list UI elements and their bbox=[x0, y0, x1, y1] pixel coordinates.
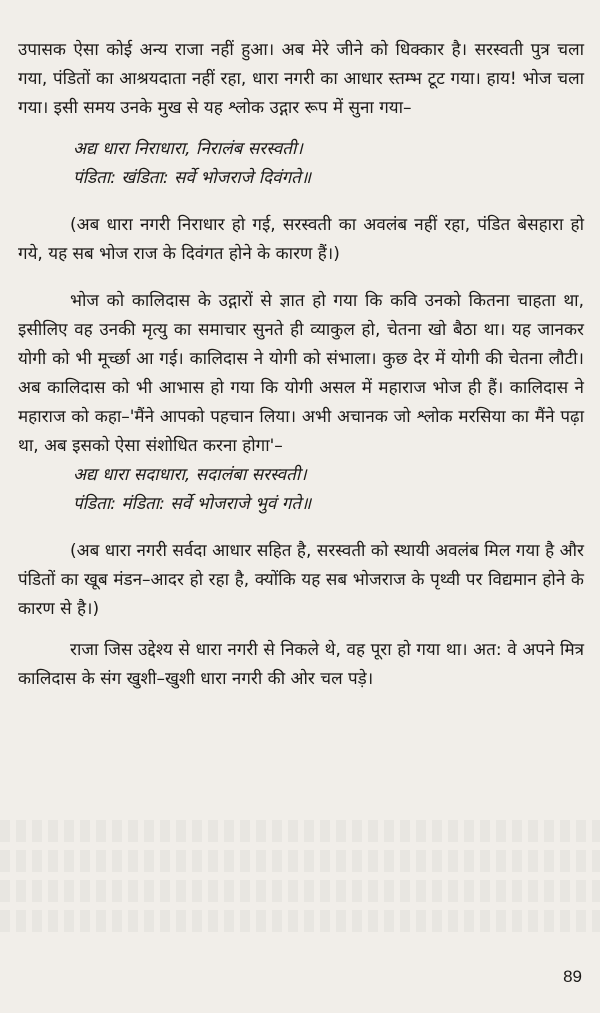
paragraph-4-translation: (अब धारा नगरी सर्वदा आधार सहित है, सरस्वती को स्थायी अवलंब मिल गया है और पंडितों का खूब मंडन–आदर हो रहा है, क्योंकि यह सब भोजराज के पृथ्वी पर विद्यमान होने के कारण से है।) bbox=[18, 541, 584, 619]
verse-1-line-1: अद्य धारा निराधारा, निरालंब सरस्वती। bbox=[73, 139, 303, 159]
paragraph-5: राजा जिस उद्देश्य से धारा नगरी से निकले थे, वह पूरा हो गया था। अत: वे अपने मित्र कालिदास के संग खुशी–खुशी धारा नगरी की ओर चल पड़े। bbox=[18, 640, 584, 689]
verse-1-line-2: पंडिता: खंडिता: सर्वे भोजराजे दिवंगते॥ bbox=[73, 168, 312, 188]
page-number: 89 bbox=[563, 967, 582, 986]
paragraph-3: भोज को कालिदास के उद्गारों से ज्ञात हो गया कि कवि उनको कितना चाहता था, इसीलिए वह उनकी मृत्यु का समाचार सुनते ही व्याकुल हो, चेतना खो बैठा था। यह जानकर योगी को भी मूर्च्छा आ गई। कालिदास ने योगी को संभाला। कुछ देर में योगी की चेतना लौटी। अब कालिदास को भी आभास हो गया कि योगी असल में महाराज भोज ही हैं। कालिदास ने महाराज को कहा–'मैंने आपको पहचान लिया। अभी अचानक जो श्लोक मरसिया का मैंने पढ़ा था, अब इसको ऐसा संशोधित करना होगा'– bbox=[18, 291, 584, 456]
verse-2-line-1: अद्य धारा सदाधारा, सदालंबा सरस्वती। bbox=[73, 465, 307, 485]
verse-2-line-2: पंडिता: मंडिता: सर्वे भोजराजे भुवं गते॥ bbox=[73, 494, 312, 514]
paragraph-1: उपासक ऐसा कोई अन्य राजा नहीं हुआ। अब मेरे जीने को धिक्कार है। सरस्वती पुत्र चला गया, पंडितों का आश्रयदाता नहीं रहा, धारा नगरी का आधार स्तम्भ टूट गया। हाय! भोज चला गया। इसी समय उनके मुख से यह श्लोक उद्गार रूप में सुना गया– bbox=[18, 40, 584, 118]
paragraph-2-translation: (अब धारा नगरी निराधार हो गई, सरस्वती का अवलंब नहीं रहा, पंडित बेसहारा हो गये, यह सब भोज राज के दिवंगत होने के कारण हैं।) bbox=[18, 215, 584, 264]
